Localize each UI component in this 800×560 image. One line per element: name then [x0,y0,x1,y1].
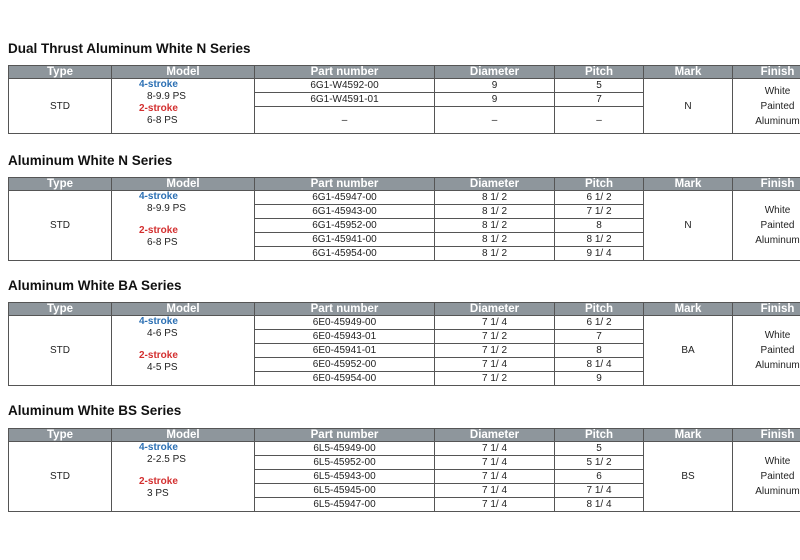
mark-cell: BS [644,442,733,512]
header-part-number: Part number [255,303,435,316]
diameter: 7 1/ 2 [435,344,555,358]
four-stroke-label: 4-stroke [139,79,178,90]
header-part-number: Part number [255,178,435,191]
finish-line: White [764,330,791,341]
section-title: Aluminum White BA Series [8,278,182,293]
part-number: 6G1-45954-00 [255,247,435,261]
header-pitch: Pitch [555,303,644,316]
diameter: 8 1/ 2 [435,191,555,205]
type-cell: STD [9,79,112,134]
finish-line: Painted [760,220,795,231]
header-finish: Finish [733,178,800,191]
header-type: Type [9,429,112,442]
pitch: 7 1/ 4 [555,484,644,498]
part-number: 6G1-45943-00 [255,205,435,219]
pitch: 8 1/ 2 [555,233,644,247]
diameter: 8 1/ 2 [435,219,555,233]
header-model: Model [112,303,255,316]
two-stroke-model: 6-8 PS [147,237,178,248]
header-pitch: Pitch [555,178,644,191]
four-stroke-model: 8-9.9 PS [147,91,186,102]
model-cell [112,191,255,261]
two-stroke-label: 2-stroke [139,350,178,361]
part-number: 6G1-45952-00 [255,219,435,233]
header-part-number: Part number [255,66,435,79]
table-row [9,316,800,330]
section-title: Dual Thrust Aluminum White N Series [8,41,251,56]
finish-line: Painted [760,100,795,112]
finish-line: White [764,456,791,467]
part-number: – [255,107,435,134]
pitch: 6 [555,470,644,484]
header-type: Type [9,178,112,191]
type-cell: STD [9,442,112,512]
header-type: Type [9,66,112,79]
type-cell: STD [9,191,112,261]
two-stroke-label: 2-stroke [139,225,178,236]
mark-cell: BA [644,316,733,386]
header-mark: Mark [644,66,733,79]
finish-cell [733,191,800,261]
diameter: 7 1/ 4 [435,498,555,512]
finish-line: Aluminum [755,486,800,497]
pitch: 5 [555,79,644,93]
model-cell [112,442,255,512]
header-diameter: Diameter [435,429,555,442]
part-number: 6L5-45943-00 [255,470,435,484]
header-part-number: Part number [255,429,435,442]
header-model: Model [112,178,255,191]
part-number: 6E0-45954-00 [255,372,435,386]
mark-cell: N [644,191,733,261]
diameter: 7 1/ 4 [435,470,555,484]
model-cell [112,316,255,386]
header-diameter: Diameter [435,66,555,79]
four-stroke-label: 4-stroke [139,316,178,327]
finish-cell [733,316,800,386]
pitch: 5 [555,442,644,456]
two-stroke-model: 6-8 PS [147,115,178,126]
spec-table [8,65,800,134]
header-finish: Finish [733,66,800,79]
pitch: 6 1/ 2 [555,191,644,205]
table-row [9,79,800,93]
diameter: 7 1/ 2 [435,372,555,386]
pitch: 5 1/ 2 [555,456,644,470]
part-number: 6L5-45949-00 [255,442,435,456]
part-number: 6E0-45943-01 [255,330,435,344]
part-number: 6L5-45952-00 [255,456,435,470]
part-number: 6E0-45952-00 [255,358,435,372]
diameter: 9 [435,79,555,93]
pitch: 6 1/ 2 [555,316,644,330]
part-number: 6G1-45947-00 [255,191,435,205]
pitch: – [555,107,644,134]
diameter: – [435,107,555,134]
part-number: 6E0-45941-01 [255,344,435,358]
section-title: Aluminum White BS Series [8,403,182,418]
pitch: 8 [555,344,644,358]
header-mark: Mark [644,303,733,316]
part-number: 6G1-45941-00 [255,233,435,247]
header-type: Type [9,303,112,316]
pitch: 7 [555,93,644,107]
finish-line: Aluminum [755,235,800,246]
header-pitch: Pitch [555,66,644,79]
table-row [9,191,800,205]
diameter: 8 1/ 2 [435,247,555,261]
header-mark: Mark [644,178,733,191]
header-model: Model [112,429,255,442]
spec-table [8,302,800,386]
part-number: 6L5-45947-00 [255,498,435,512]
header-diameter: Diameter [435,178,555,191]
diameter: 7 1/ 4 [435,456,555,470]
finish-cell [733,79,800,134]
four-stroke-label: 4-stroke [139,442,178,453]
part-number: 6E0-45949-00 [255,316,435,330]
diameter: 7 1/ 4 [435,316,555,330]
pitch: 8 [555,219,644,233]
pitch: 7 1/ 2 [555,205,644,219]
pitch: 9 [555,372,644,386]
diameter: 7 1/ 2 [435,330,555,344]
model-cell [112,79,255,134]
header-mark: Mark [644,429,733,442]
two-stroke-model: 3 PS [147,488,169,499]
finish-line: White [764,85,791,97]
table-row [9,442,800,456]
finish-cell [733,442,800,512]
two-stroke-label: 2-stroke [139,476,178,487]
header-finish: Finish [733,303,800,316]
type-cell: STD [9,316,112,386]
four-stroke-model: 4-6 PS [147,328,178,339]
finish-line: Aluminum [755,360,800,371]
header-model: Model [112,66,255,79]
part-number: 6G1-W4592-00 [255,79,435,93]
finish-line: Painted [760,345,795,356]
header-finish: Finish [733,429,800,442]
diameter: 8 1/ 2 [435,205,555,219]
two-stroke-model: 4-5 PS [147,362,178,373]
finish-line: Aluminum [755,115,800,127]
spec-table [8,177,800,261]
part-number: 6L5-45945-00 [255,484,435,498]
two-stroke-label: 2-stroke [139,103,178,114]
pitch: 8 1/ 4 [555,358,644,372]
finish-line: Painted [760,471,795,482]
header-pitch: Pitch [555,429,644,442]
pitch: 8 1/ 4 [555,498,644,512]
diameter: 7 1/ 4 [435,358,555,372]
diameter: 7 1/ 4 [435,442,555,456]
finish-line: White [764,205,791,216]
section-title: Aluminum White N Series [8,153,173,168]
pitch: 9 1/ 4 [555,247,644,261]
pitch: 7 [555,330,644,344]
header-diameter: Diameter [435,303,555,316]
four-stroke-model: 2-2.5 PS [147,454,186,465]
part-number: 6G1-W4591-01 [255,93,435,107]
four-stroke-model: 8-9.9 PS [147,203,186,214]
mark-cell: N [644,79,733,134]
spec-table [8,428,800,512]
diameter: 9 [435,93,555,107]
four-stroke-label: 4-stroke [139,191,178,202]
diameter: 8 1/ 2 [435,233,555,247]
diameter: 7 1/ 4 [435,484,555,498]
